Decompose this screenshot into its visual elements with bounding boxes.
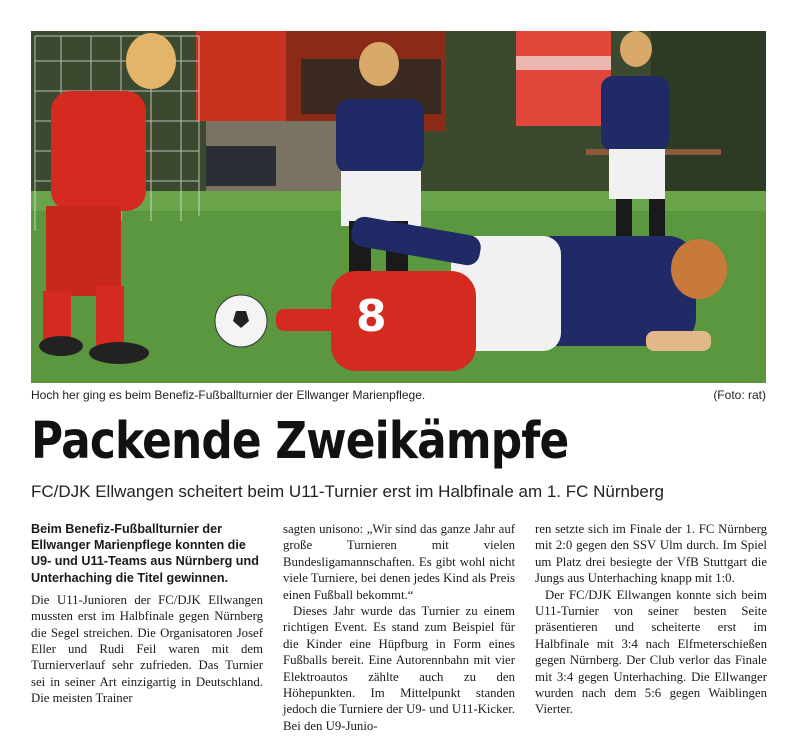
subheadline: FC/DJK Ellwangen scheitert beim U11-Turnier erst im Halbfinale am 1. FC Nürnberg [31,482,665,501]
paragraph: ren setzte sich im Finale der 1. FC Nürnberg mit 2:0 gegen den SSV Ulm durch. Im Spiel um Platz drei besiegte der VfB Stuttgart die Jungs aus Unterhaching knapp mit 1:0. [535,522,767,586]
football [215,295,267,347]
match-photo [31,31,766,383]
paragraph: Der FC/DJK Ellwangen konnte sich beim U11-Turnier von seiner besten Seite präsentieren und scheiterte erst im Halbfinale mit 3:4 nach Elfmeterschießen gegen Nürnberg. Der Club verlor das Finale mit 3:4 gegen Unterhaching. Die Ellwanger wurden nach dem 5:6 gegen Waiblingen Vierter. [535,587,767,717]
article-column-1 [31,521,263,721]
paragraph: sagten unisono: „Wir sind das ganze Jahr auf große Turnieren mit vielen Bundesligamannschaften. Es gibt wohl nicht viele Turniere, bei denen jedes Kind als Preis einen Fußball bekommt.“ [283,522,515,602]
headline: Packende Zweikämpfe [31,412,569,471]
article-lead: Beim Benefiz-Fußballturnier der Ellwanger Marienpflege konnten die U9- und U11-Teams aus Nürnberg und Unterhaching die Titel gewinnen. [31,522,259,585]
photo-credit: (Foto: rat) [713,388,766,402]
photo-caption [31,388,766,406]
article-column-3 [535,521,767,721]
article-column-2 [283,521,515,733]
paragraph: Die U11-Junioren der FC/DJK Ellwangen mussten erst im Halbfinale gegen Nürnberg die Segel streichen. Die Organisatoren Josef Eller und Rudi Feil waren mit dem Turnierverlauf sehr zufrieden. Das Turnier sei in seiner Art einzigartig in Deutschland. Die meisten Trainer [31,592,263,706]
jersey-number: 8 [356,291,387,342]
caption-text: Hoch her ging es beim Benefiz-Fußballturnier der Ellwanger Marienpflege. [31,388,426,402]
paragraph: Dieses Jahr wurde das Turnier zu einem richtigen Event. Es stand zum Beispiel für die Kinder eine Hüpfburg in Form eines Fußballs bereit. Eine Autorennbahn mit vier Elektroautos zählte auch zu den Höhepunkten. Im Mittelpunkt standen jedoch die Turniere der U9- und U11-Kicker. Bei den U9-Junio- [283,604,515,733]
